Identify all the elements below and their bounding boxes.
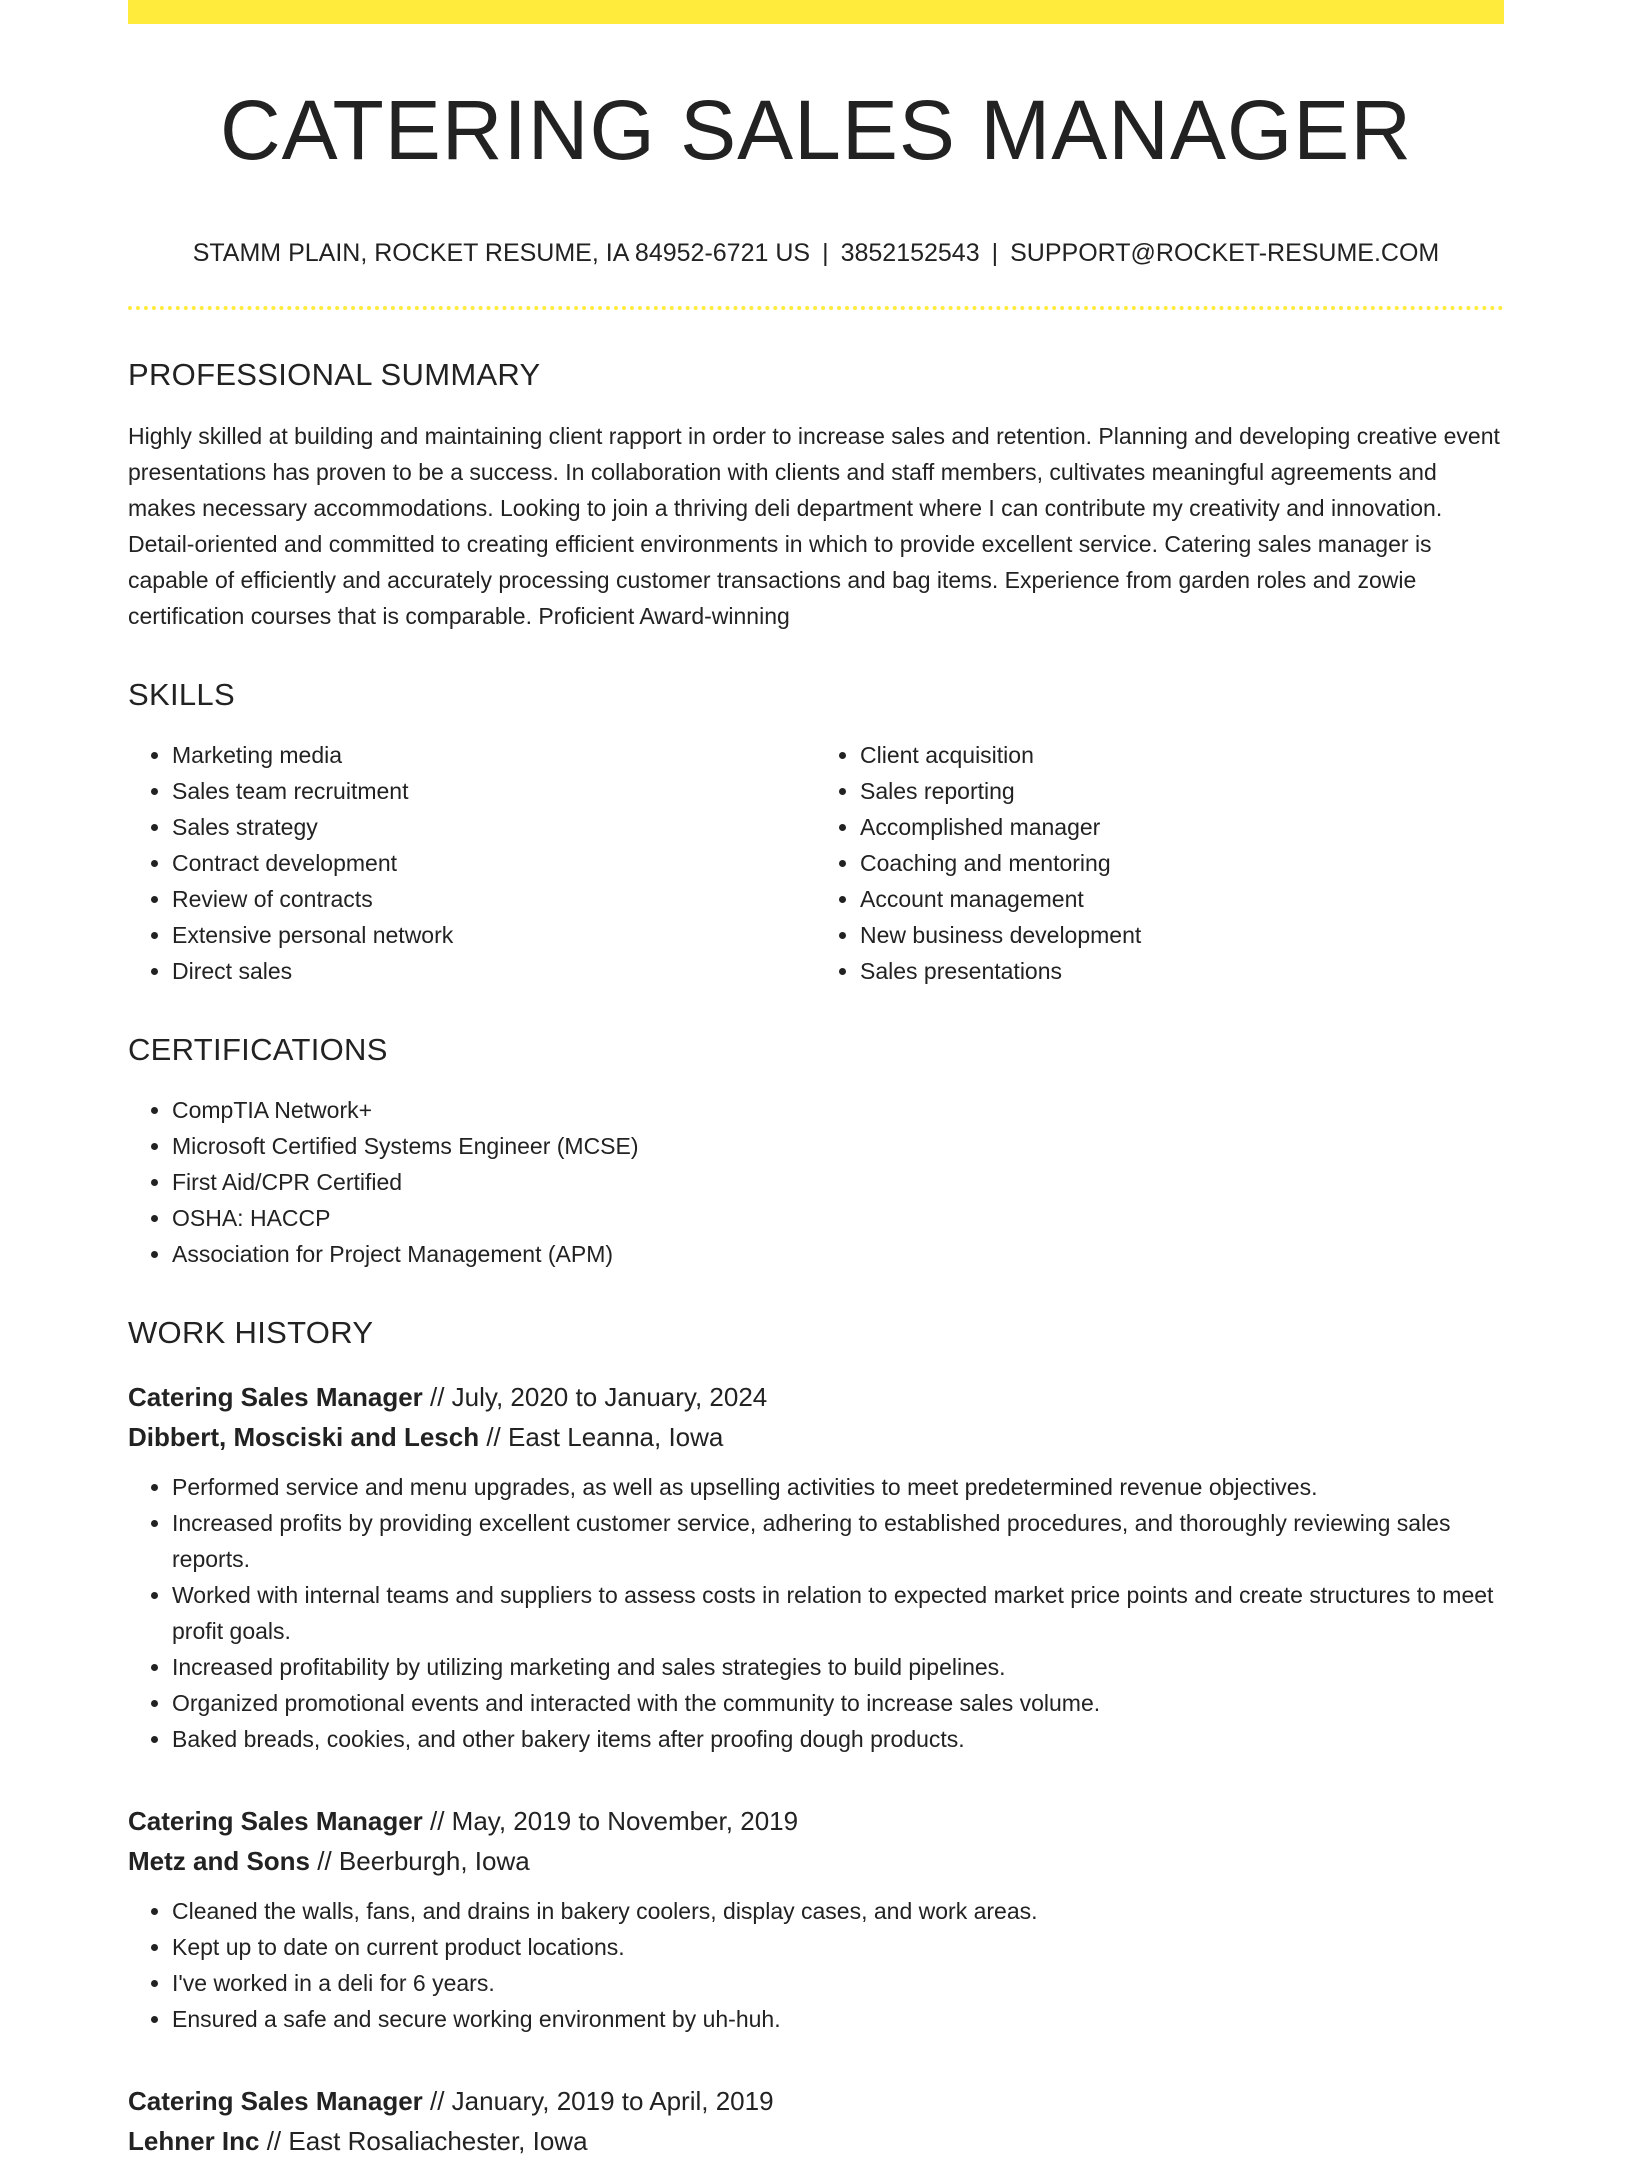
- job-dates: // January, 2019 to April, 2019: [422, 2086, 774, 2117]
- skills-columns: [128, 737, 1504, 989]
- skills-section: [128, 676, 1504, 989]
- summary-section: [128, 356, 1504, 633]
- skill-item: • Accomplished manager: [860, 809, 1504, 845]
- contact-separator: |: [822, 239, 829, 268]
- skill-item: • Sales team recruitment: [172, 773, 816, 809]
- skill-item: • Review of contracts: [172, 881, 816, 917]
- certifications-section: [128, 1031, 1504, 1272]
- certifications-heading: CERTIFICATIONS: [128, 1031, 388, 1067]
- job-location: // Beerburgh, Iowa: [310, 1846, 530, 1877]
- job-location: // East Leanna, Iowa: [479, 1422, 724, 1453]
- accent-top-bar: [128, 0, 1504, 24]
- certification-item: • Microsoft Certified Systems Engineer (MCSE): [172, 1128, 1504, 1164]
- skills-heading: SKILLS: [128, 676, 235, 712]
- job-title: Catering Sales Manager: [128, 1806, 423, 1837]
- certifications-list: [128, 1092, 1504, 1272]
- job-entry: [128, 1801, 1504, 2037]
- skills-list-left: [128, 737, 816, 989]
- resume-title: CATERING SALES MANAGER: [219, 83, 1412, 177]
- job-dates: // May, 2019 to November, 2019: [422, 1806, 799, 1837]
- job-title-line: [128, 2081, 1504, 2121]
- dotted-divider: [128, 306, 1504, 310]
- job-location: // East Rosaliachester, Iowa: [259, 2126, 588, 2157]
- skill-item: • Client acquisition: [860, 737, 1504, 773]
- work-history-heading: WORK HISTORY: [128, 1314, 374, 1350]
- job-bullet: • Organized promotional events and interacted with the community to increase sales volume.: [172, 1685, 1504, 1721]
- job-company-line: [128, 1417, 1504, 1457]
- job-bullet: • Performed service and menu upgrades, as well as upselling activities to meet predetermined revenue objectives.: [172, 1469, 1504, 1505]
- skill-item: • Sales presentations: [860, 953, 1504, 989]
- skill-item: • New business development: [860, 917, 1504, 953]
- certification-item: • CompTIA Network+: [172, 1092, 1504, 1128]
- job-bullets: [128, 1893, 1504, 2037]
- job-entry: [128, 2081, 1504, 2161]
- job-bullet: • Increased profitability by utilizing marketing and sales strategies to build pipelines.: [172, 1649, 1504, 1685]
- job-bullet: • Worked with internal teams and suppliers to assess costs in relation to expected market price points and create structures to meet profit goals.: [172, 1577, 1504, 1649]
- contact-line: [128, 238, 1504, 268]
- job-bullet: • Baked breads, cookies, and other bakery items after proofing dough products.: [172, 1721, 1504, 1757]
- work-history-section: [128, 1314, 1504, 2161]
- skill-item: • Coaching and mentoring: [860, 845, 1504, 881]
- job-title-line: [128, 1801, 1504, 1841]
- skill-item: • Account management: [860, 881, 1504, 917]
- skill-item: • Contract development: [172, 845, 816, 881]
- certification-item: • OSHA: HACCP: [172, 1200, 1504, 1236]
- skill-item: • Sales strategy: [172, 809, 816, 845]
- job-company-line: [128, 2121, 1504, 2161]
- job-bullets: [128, 1469, 1504, 1757]
- skill-item: • Marketing media: [172, 737, 816, 773]
- skills-list-right: [816, 737, 1504, 989]
- job-dates: // July, 2020 to January, 2024: [422, 1382, 768, 1413]
- summary-heading: PROFESSIONAL SUMMARY: [128, 357, 541, 393]
- job-company: Dibbert, Mosciski and Lesch: [128, 1422, 480, 1453]
- job-bullet: • Kept up to date on current product locations.: [172, 1929, 1504, 1965]
- job-bullet: • Cleaned the walls, fans, and drains in bakery coolers, display cases, and work areas.: [172, 1893, 1504, 1929]
- skill-item: • Sales reporting: [860, 773, 1504, 809]
- certification-item: • Association for Project Management (APM): [172, 1236, 1504, 1272]
- job-title: Catering Sales Manager: [128, 1382, 423, 1413]
- job-title-line: [128, 1377, 1504, 1417]
- summary-text: Highly skilled at building and maintaining client rapport in order to increase sales and retention. Planning and developing creative event presentations has proven to be a success. In collaboration with clients and staff members, cultivates meaningful agreements and makes necessary accommodations. Looking to join a thriving deli department where I can contribute my creativity and innovation. Detail-oriented and committed to creating efficient environments in which to provide excellent service. Catering sales manager is capable of efficiently and accurately processing customer transactions and bag items. Experience from garden roles and zowie certification courses that is comparable. Proficient Award-winning: [128, 422, 1500, 629]
- job-bullet: • Ensured a safe and secure working environment by uh-huh.: [172, 2001, 1504, 2037]
- job-company: Metz and Sons: [128, 1846, 311, 1877]
- contact-separator: |: [991, 239, 999, 268]
- contact-phone: 3852152543: [840, 239, 980, 268]
- resume-page: [128, 0, 1504, 2161]
- job-company-line: [128, 1841, 1504, 1881]
- certification-item: • First Aid/CPR Certified: [172, 1164, 1504, 1200]
- job-title: Catering Sales Manager: [128, 2086, 423, 2117]
- contact-address: STAMM PLAIN, ROCKET RESUME, IA 84952-6721 US: [192, 239, 811, 268]
- job-company: Lehner Inc: [128, 2126, 260, 2157]
- skill-item: • Direct sales: [172, 953, 816, 989]
- job-bullet: • I've worked in a deli for 6 years.: [172, 1965, 1504, 2001]
- job-entry: [128, 1377, 1504, 1757]
- skill-item: • Extensive personal network: [172, 917, 816, 953]
- contact-email: SUPPORT@ROCKET-RESUME.COM: [1010, 239, 1440, 268]
- job-bullet: • Increased profits by providing excellent customer service, adhering to established procedures, and thoroughly reviewing sales reports.: [172, 1505, 1504, 1577]
